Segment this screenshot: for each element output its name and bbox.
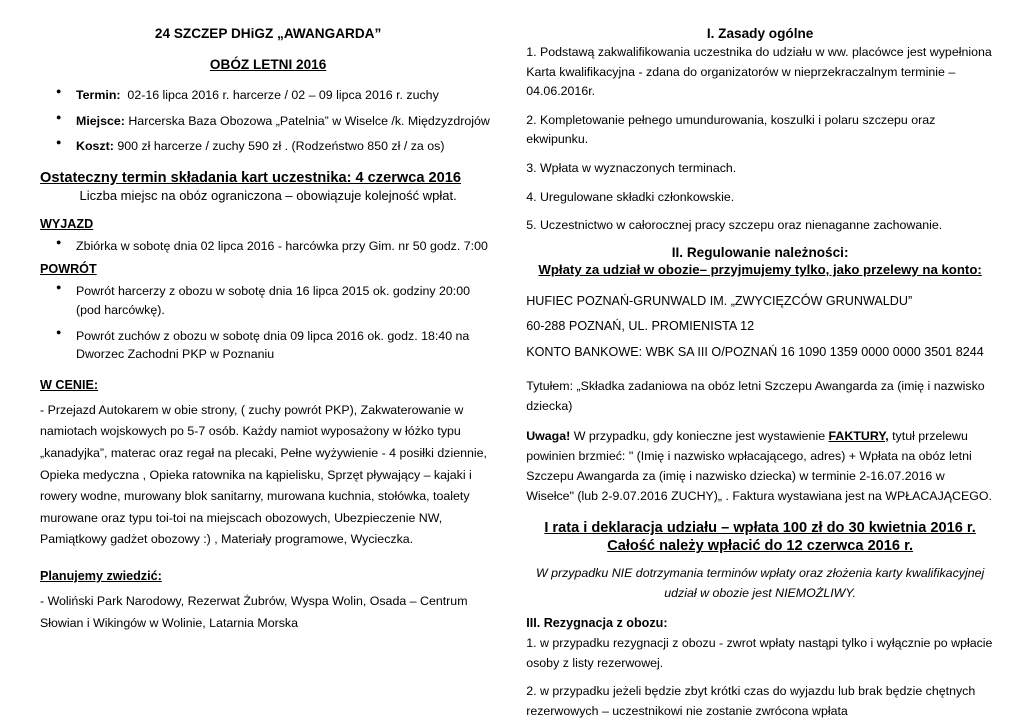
w-cenie-heading: W CENIE: (40, 377, 99, 392)
resignation-list (526, 634, 994, 721)
fact-label: Termin: (76, 88, 121, 102)
list-item: 2. w przypadku jeżeli będzie zbyt krótki czas do wyjazdu lub brak będzie chętnych rezerwowych – uczestnikowi nie zostanie zwrócona wpłata (526, 684, 976, 718)
bank-line: 60-288 POZNAŃ, UL. PROMIENISTA 12 (526, 319, 755, 334)
list-item: 5. Uczestnictwo w całorocznej pracy szczepu oraz nienaganne zachowanie. (526, 218, 943, 233)
planujemy-text: - Woliński Park Narodowy, Rezerwat Żubrów, Wyspa Wolin, Osada – Centrum Słowian i Wikingów w Wolinie, Latarnia Morska (40, 593, 468, 630)
uwaga-note (526, 426, 994, 506)
list-item: ● Powrót harcerzy z obozu w sobotę dnia 16 lipca 2015 ok. godziny 20:00 (pod harcówkę). (74, 282, 496, 319)
installment-line-1: I rata i deklaracja udziału – wpłata 100 zł do 30 kwietnia 2016 r. (544, 520, 976, 537)
left-column (30, 26, 496, 715)
uwaga-text-1: W przypadku, gdy konieczne jest wystawienie (570, 429, 829, 444)
fact-label: Koszt: (76, 139, 114, 154)
list-item: 2. Kompletowanie pełnego umundurowania, koszulki i polaru szczepu oraz ekwipunku. (526, 112, 936, 147)
fact-label: Miejsce: (76, 113, 125, 128)
wyjazd-heading: WYJAZD (40, 216, 94, 231)
section-payments-subheading: Wpłaty za udział w obozie– przyjmujemy tylko, jako przelewy na konto: (538, 261, 982, 277)
list-item: 3. Wpłata w wyznaczonych terminach. (526, 160, 737, 175)
powrot-heading: POWRÓT (40, 262, 97, 277)
deadline-heading: Ostateczny termin składania kart uczestnika: 4 czerwca 2016 (40, 169, 461, 186)
fact-value: 900 zł harcerze / zuchy 590 zł . (Rodzeństwo 850 zł / za os) (117, 139, 445, 154)
right-column (522, 26, 994, 718)
w-cenie-text: - Przejazd Autokarem w obie strony, ( zuchy powrót PKP), Zakwaterowanie w namiotach wojskowych po 5-7 osób. Każdy namiot wyposażony w łóżko typu „kanadyjka”, materac oraz regał na plecaki, Pełne wyżywienie - 4 posiłki dziennie, Opieka medyczna , Opieka ratownika na kąpielisku, Sprzęt pływający – kajaki i rowery wodne, murowany blok sanitarny, murowana kuchnia, stołówka, toalety murowane oraz typu toi-toi na miejscach obozowych, Ubezpieczenie NW, Pamiątkowy gadżet obozowy :) , Materiały programowe, Wycieczka. (40, 402, 487, 547)
deadline-subtext: Liczba miejsc na obóz ograniczona – obowiązuje kolejność wpłat. (79, 187, 457, 203)
deadline-warning: W przypadku NIE dotrzymania terminów wpłaty oraz złożenia karty kwalifikacyjnej udział w obozie jest NIEMOŻLIWY. (535, 566, 985, 601)
section-payments-heading: II. Regulowanie należności: (671, 244, 849, 260)
list-item: ● Powrót zuchów z obozu w sobotę dnia 09 lipca 2016 ok. godz. 18:40 na Dworzec Zachodni PKP w Poznaniu (74, 327, 496, 364)
page-title: 24 SZCZEP DHiGZ „AWANGARDA” (154, 26, 382, 41)
page-subtitle: OBÓZ LETNI 2016 (209, 57, 327, 72)
uwaga-text-2: tytuł przelewu powinien brzmieć: " (Imię i nazwisko wpłacającego, adres) + Wpłata na obóz letni Szczepu Awangarda za (imię i nazwisko dziecka) w terminie 2-16.07.2016 w Wisełce" (lub 2-9.07.2016 ZUCHY)„ . Faktura wystawiana jest na WPŁACAJĄCEGO. (526, 429, 992, 504)
uwaga-faktury: FAKTURY, (828, 429, 889, 444)
section-resignation-heading: III. Rezygnacja z obozu: (526, 616, 668, 631)
wyjazd-list (40, 237, 496, 256)
list-item (74, 112, 496, 131)
list-item: 1. Podstawą zakwalifikowania uczestnika do udziału w ww. placówce jest wypełniona Karta kwalifikacyjna - zdana do organizatorów w nieprzekraczalnym terminie – 04.06.2016r. (526, 45, 992, 99)
bank-details (526, 291, 994, 362)
general-rules-list (526, 43, 994, 236)
installment-line-2: Całość należy wpłacić do 12 czerwca 2016 r. (607, 538, 914, 555)
powrot-list (40, 282, 496, 363)
bank-line: KONTO BANKOWE: WBK SA III O/POZNAŃ 16 1090 1359 0000 0000 3501 8244 (526, 344, 984, 359)
section-general-rules-heading: I. Zasady ogólne (706, 26, 814, 41)
list-item: 1. w przypadku rezygnacji z obozu - zwrot wpłaty nastąpi tylko i wyłącznie po wpłacie osoby z listy rezerwowej. (526, 636, 993, 670)
list-item: 4. Uregulowane składki członkowskie. (526, 189, 735, 204)
uwaga-label: Uwaga! (526, 429, 571, 444)
fact-value: 02-16 lipca 2016 r. harcerze / 02 – 09 lipca 2016 r. zuchy (127, 88, 439, 102)
transfer-title-text: Tytułem: „Składka zadaniowa na obóz letni Szczepu Awangarda za (imię i nazwisko dziecka) (526, 378, 985, 414)
list-item: ● Zbiórka w sobotę dnia 02 lipca 2016 - harcówka przy Gim. nr 50 godz. 7:00 (74, 237, 496, 256)
planujemy-heading: Planujemy zwiedzić: (40, 568, 162, 583)
bank-line: HUFIEC POZNAŃ-GRUNWALD IM. „ZWYCIĘZCÓW GRUNWALDU” (526, 293, 913, 308)
fact-value: Harcerska Baza Obozowa „Patelnia” w Wiselce /k. Międzyzdrojów (128, 113, 490, 128)
list-item (74, 86, 496, 105)
list-item (74, 137, 496, 156)
facts-list (40, 86, 496, 156)
